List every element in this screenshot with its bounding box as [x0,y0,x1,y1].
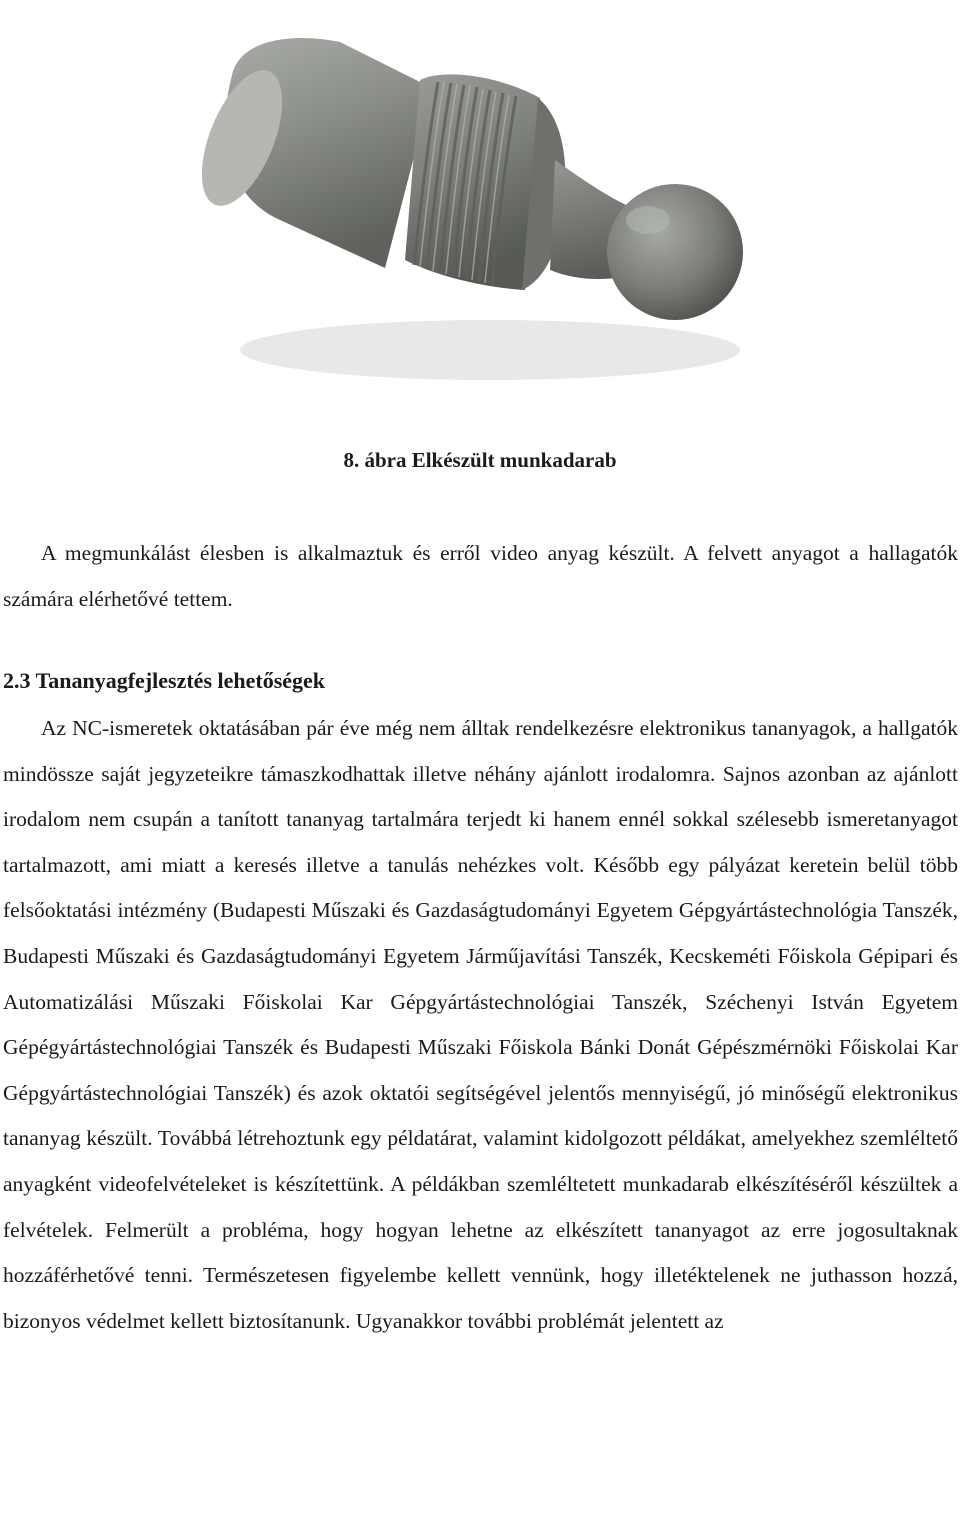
workpiece-photo [170,20,790,420]
section-body: Az NC-ismeretek oktatásában pár éve még nem álltak rendelkezésre elektronikus tananyagok, a hallgatók mindössze saját jegyzeteikre támaszkodhattak illetve néhány ajánlott irodalomra. Sajnos azonban az ajánlott irodalom nem csupán a tanított tananyag tartalmára terjedt ki hanem ennél sokkal szélesebb ismeretanyagot tartalmazott, ami miatt a keresés illetve a tanulás nehézkes volt. Később egy pályázat keretein belül több felsőoktatási intézmény (Budapesti Műszaki és Gazdaságtudományi Egyetem Gépgyártástechnológia Tanszék, Budapesti Műszaki és Gazdaságtudományi Egyetem Járműjavítási Tanszék, Kecskeméti Főiskola Gépipari és Automatizálási Műszaki Főiskolai Kar Gépgyártástechnológiai Tanszék, Széchenyi István Egyetem Gépégyártástechnológiai Tanszék és Budapesti Műszaki Főiskola Bánki Donát Gépészmérnöki Főiskolai Kar Gépgyártástechnológiai Tanszék) és azok oktatói segítségével jelentős mennyiségű, jó minőségű elektronikus tananyag készült. Továbbá létrehoztunk egy példatárat, valamint kidolgozott példákat, amelyekhez szemléltető anyagként videofelvételeket is készítettünk. A példákban szemléltetett munkadarab elkészítéséről készültek a felvételek. Felmerült a probléma, hogy hogyan lehetne az elkészített tananyagot az erre jogosultaknak hozzáférhetővé tenni. Természetesen figyelembe kellett vennünk, hogy illetéktelenek ne juthasson hozzá, bizonyos védelmet kellett biztosítanunk. Ugyanakkor további problémát jelentett az [3,716,958,1333]
workpiece-illustration [170,20,790,420]
paragraph: A megmunkálást élesben is alkalmaztuk és erről video anyag készült. A felvett anyagot a hallagatók számára elérhetővé tettem. [3,541,958,611]
shadow [240,320,740,380]
ball-end [607,184,743,320]
section-heading: 2.3 Tananyagfejlesztés lehetőségek [3,668,326,693]
figure-caption: 8. ábra Elkészült munkadarab [343,448,617,472]
